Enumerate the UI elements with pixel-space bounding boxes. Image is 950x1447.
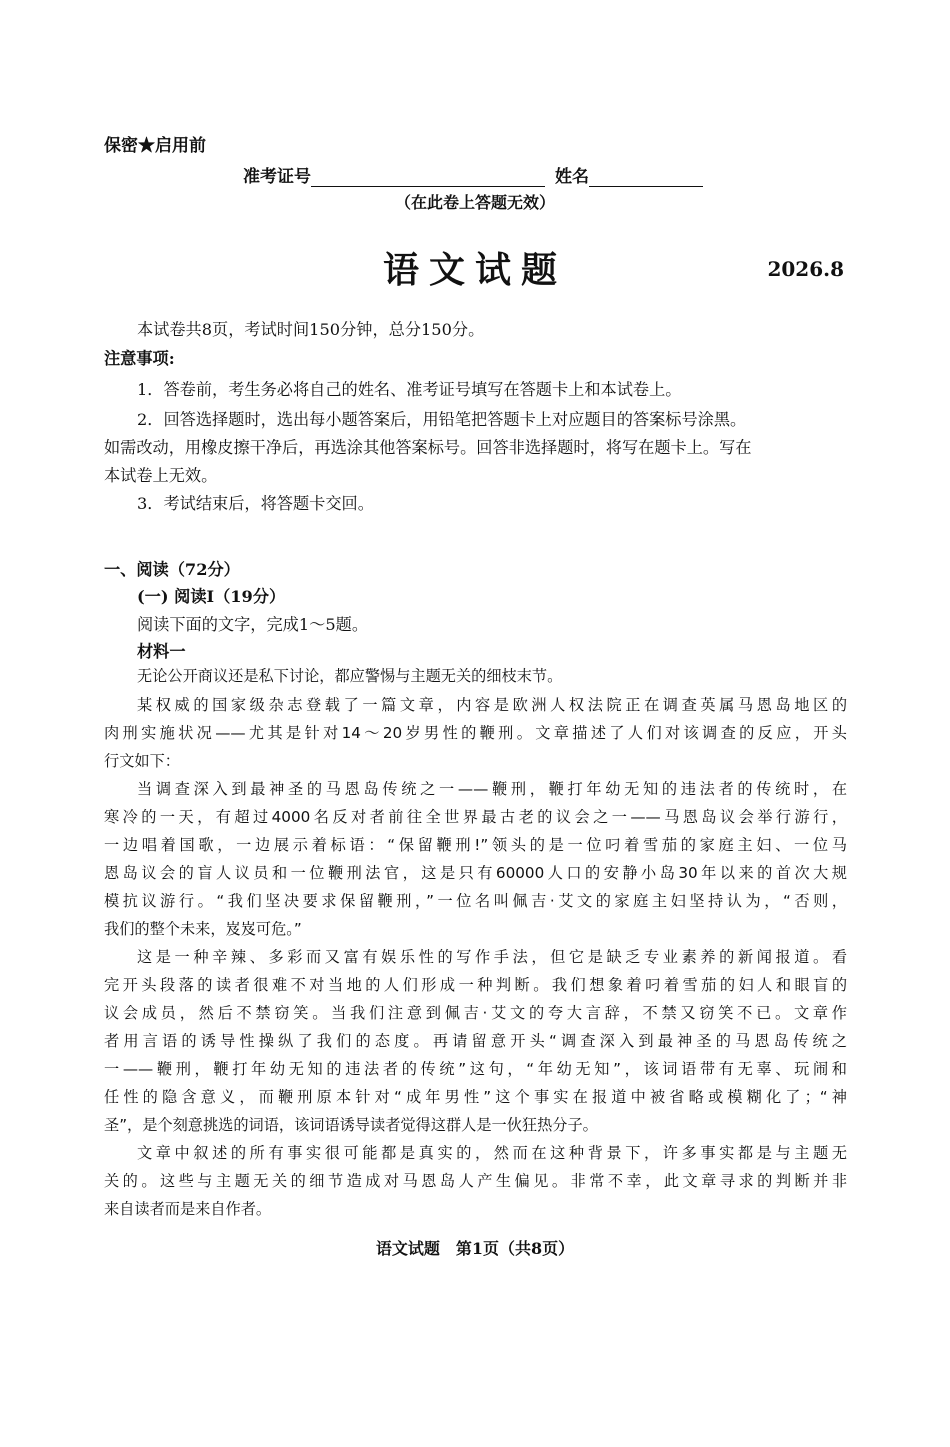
article-line: 议会成员，然后不禁窃笑。当我们注意到佩吉·艾文的夸大言辞，不禁又窃笑不已。文章作 bbox=[104, 1004, 847, 1022]
confidential-label: 保密★启用前 bbox=[104, 136, 206, 156]
notice-item-2-line-2: 如需改动，用橡皮擦干净后，再选涂其他答案标号。回答非选择题时，将写在题卡上。写在 bbox=[104, 438, 752, 457]
notice-item-2-line-1: 2．回答选择题时，选出每小题答案后，用铅笔把答题卡上对应题目的答案标号涂黑。 bbox=[137, 410, 747, 429]
article-line: 无论公开商议还是私下讨论，都应警惕与主题无关的细枝末节。 bbox=[137, 667, 563, 685]
article-line: 寒冷的一天，有超过4000名反对者前往全世界最古老的议会之一——马恩岛议会举行游行， bbox=[104, 808, 847, 826]
article-line: 我们的整个未来，岌岌可危。” bbox=[104, 920, 302, 938]
name-blank bbox=[589, 168, 703, 187]
article-line: 行文如下： bbox=[104, 752, 180, 770]
material-label: 材料一 bbox=[137, 642, 186, 661]
article-line: 文章中叙述的所有事实很可能都是真实的，然而在这种背景下，许多事实都是与主题无 bbox=[137, 1144, 847, 1162]
section-instruction: 阅读下面的文字，完成1～5题。 bbox=[137, 615, 369, 634]
article-line: 恩岛议会的盲人议员和一位鞭刑法官，这是只有60000人口的安静小岛30年以来的首次大规 bbox=[104, 864, 847, 882]
article-line: 当调查深入到最神圣的马恩岛传统之一——鞭刑，鞭打年幼无知的违法者的传统时，在 bbox=[137, 780, 847, 798]
article-line: 者用言语的诱导性操纵了我们的态度。再请留意开头“调查深入到最神圣的马恩岛传统之 bbox=[104, 1032, 847, 1050]
article-line: 一——鞭刑，鞭打年幼无知的违法者的传统”这句，“年幼无知”，该词语带有无辜、玩闹和 bbox=[104, 1060, 847, 1078]
exam-id-label: 准考证号 bbox=[243, 167, 311, 187]
notice-heading: 注意事项: bbox=[104, 349, 175, 368]
article-line: 这是一种辛辣、多彩而又富有娱乐性的写作手法，但它是缺乏专业素养的新闻报道。看 bbox=[137, 948, 847, 966]
notice-item-3: 3．考试结束后，将答题卡交回。 bbox=[137, 494, 374, 513]
exam-date: 2026.8 bbox=[767, 257, 844, 281]
invalid-answer-note: （在此卷上答题无效） bbox=[394, 193, 555, 212]
section-title: 一、阅读（72分） bbox=[104, 560, 240, 579]
article-line: 来自读者而是来自作者。 bbox=[104, 1200, 272, 1218]
candidate-info-line bbox=[243, 162, 703, 187]
article-line: 某权威的国家级杂志登载了一篇文章，内容是欧洲人权法院正在调查英属马恩岛地区的 bbox=[137, 696, 847, 714]
page-footer: 语文试题 第1页（共8页） bbox=[375, 1239, 575, 1258]
exam-id-blank bbox=[311, 168, 545, 187]
notice-item-2-line-3: 本试卷上无效。 bbox=[104, 466, 218, 485]
article-line: 关的。这些与主题无关的细节造成对马恩岛人产生偏见。非常不幸，此文章寻求的判断并非 bbox=[104, 1172, 847, 1190]
notice-item-1: 1．答卷前，考生务必将自己的姓名、准考证号填写在答题卡上和本试卷上。 bbox=[137, 380, 682, 399]
page-title: 语文试题 bbox=[382, 249, 567, 291]
section-subtitle: (一) 阅读Ⅰ（19分） bbox=[137, 587, 286, 606]
article-line: 一边唱着国歌，一边展示着标语：“保留鞭刑!”领头的是一位叼着雪茄的家庭主妇、一位马 bbox=[104, 836, 847, 854]
exam-intro: 本试卷共8页，考试时间150分钟，总分150分。 bbox=[137, 320, 485, 339]
article-line: 模抗议游行。“我们坚决要求保留鞭刑，”一位名叫佩吉·艾文的家庭主妇坚持认为，“否则， bbox=[104, 892, 847, 910]
article-line: 圣”，是个刻意挑选的词语，该词语诱导读者觉得这群人是一伙狂热分子。 bbox=[104, 1116, 598, 1134]
article-line: 任性的隐含意义，而鞭刑原本针对“成年男性”这个事实在报道中被省略或模糊化了；“神 bbox=[104, 1088, 847, 1106]
name-label: 姓名 bbox=[555, 167, 589, 187]
article-line: 肉刑实施状况——尤其是针对14～20岁男性的鞭刑。文章描述了人们对该调查的反应，开头 bbox=[104, 724, 847, 742]
article-line: 完开头段落的读者很难不对当地的人们形成一种判断。我们想象着叼着雪茄的妇人和眼盲的 bbox=[104, 976, 847, 994]
